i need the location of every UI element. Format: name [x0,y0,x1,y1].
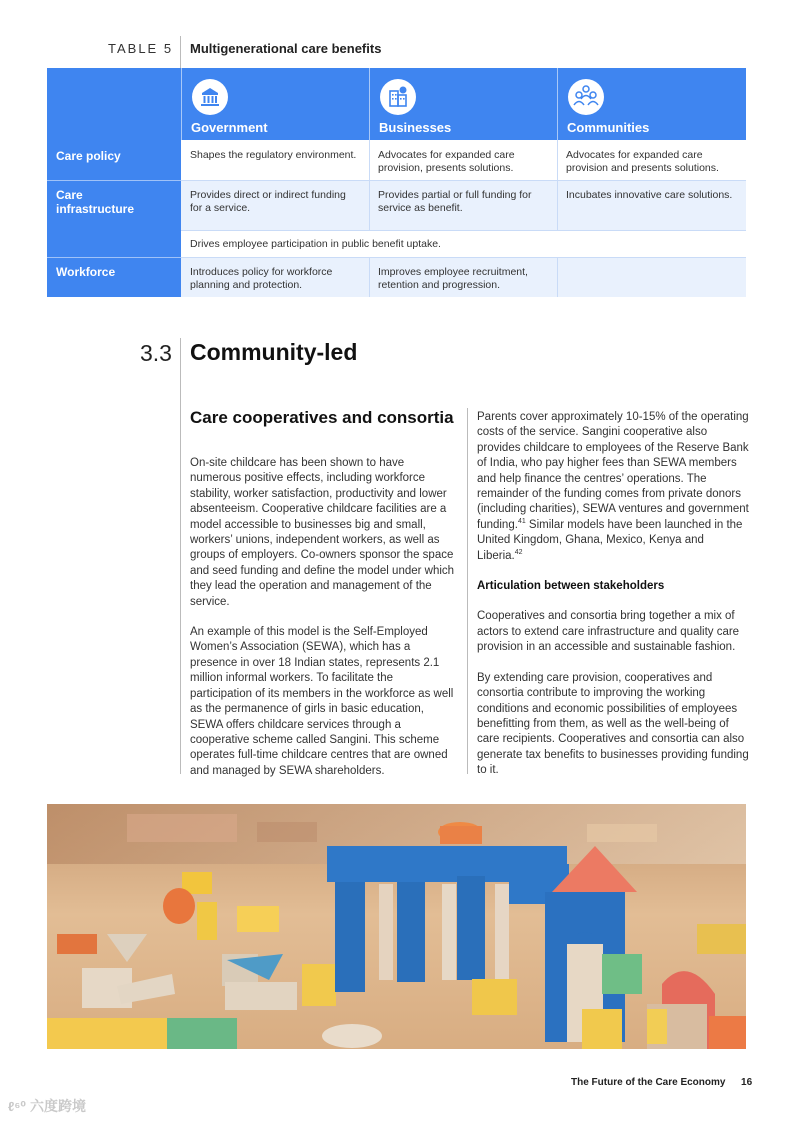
government-building-icon [192,79,228,115]
paragraph: On-site childcare has been shown to have numerous positive effects, including workforce stability, worker satisfaction, productivity and lower absenteeism. Cooperative childcare facilities are a model accessible to businesses big and small, workers’ unions, independent workers, as well as groups of employers. Co-owners sponsor the space and seed funding and define the model under which they lead the operation and management of the service. [190,457,455,608]
row-divider [47,257,181,258]
watermark-text: 六度跨境 [30,1098,87,1114]
cell-care-infrastructure-businesses: Provides partial or full funding for service as benefit. [369,180,557,230]
grid-line [181,230,746,231]
paragraph: Cooperatives and consortia bring together a mix of actors to extend care infrastructure and quality care provision in an accessible and sustainable fashion. [477,610,740,654]
table-title: Multigenerational care benefits [190,41,382,56]
watermark [8,1096,86,1116]
table-label-divider [180,36,181,68]
paragraph-text: Parents cover approximately 10-15% of the operating costs of the service. Sangini cooperative also provides childcare to employees of the Reserve Bank of India, who pay higher fees than SEWA members and help finance the centres’ operations. The remainder of the funding comes from private donors (including charities), SEWA ventures and government funding. [477,411,749,531]
grid-line [557,140,558,230]
cell-care-infrastructure-shared-note: Drives employee participation in public benefit uptake. [181,230,746,257]
grid-line [369,257,370,297]
left-column [190,456,458,794]
paragraph: By extending care provision, cooperatives and consortia contribute to improving the working conditions and economic possibilities of employees benefitting from them, as well as the well-being of care recipients. Cooperatives and consortia can also generate tax benefits to businesses providing funding to it. [477,671,749,777]
grid-line [181,180,746,181]
cell-workforce-businesses: Improves employee recruitment, retention and progression. [369,257,557,297]
row-label-workforce: Workforce [56,265,116,279]
paragraph: An example of this model is the Self-Employed Women’s Association (SEWA), which has a presence in over 18 Indian states, represents 2.1 million informal workers. To facilitate the participation of its members in the workforce as well as the permanence of girls in basic education, SEWA offers childcare services through a cooperative scheme called Sangini. This scheme operates full-time childcare centres that are owned and managed by SEWA shareholders. [190,626,454,777]
grid-line [181,257,746,258]
cell-care-policy-government: Shapes the regulatory environment. [181,140,369,180]
header-divider [369,68,370,140]
section-title: Community-led [190,339,358,365]
footer [571,1077,752,1088]
column-header-businesses: Businesses [379,120,452,135]
subsection-title: Care cooperatives and consortia [190,408,454,427]
cell-care-infrastructure-government: Provides direct or indirect funding for a service. [181,180,369,230]
business-buildings-icon [380,79,416,115]
footer-title: The Future of the Care Economy [571,1077,726,1088]
column-header-communities: Communities [567,120,650,135]
benefits-table [47,68,746,297]
grid-line [557,257,558,297]
row-label-care-policy: Care policy [56,149,121,163]
header-divider [181,68,182,140]
footnote-ref[interactable]: 41 [517,518,526,526]
cell-workforce-communities [557,257,746,297]
section-number: 3.3 [140,340,172,366]
footnote-ref[interactable]: 42 [514,548,523,556]
subheading: Articulation between stakeholders [477,580,665,593]
row-label-care-infrastructure: Care infrastructure [56,188,135,216]
column-header-government: Government [191,120,268,135]
community-people-icon [568,79,604,115]
watermark-logo-icon: ℓ⁶⁰ [8,1099,27,1114]
grid-line [369,140,370,230]
cell-care-infrastructure-communities: Incubates innovative care solutions. [557,180,746,230]
paragraph-text: Similar models have been launched in the United Kingdom, Ghana, Mexico, Kenya and Liberia. [477,518,743,562]
cell-care-policy-businesses: Advocates for expanded care provision, presents solutions. [369,140,557,180]
page-number: 16 [741,1077,753,1088]
wooden-blocks-photo [47,804,746,1049]
row-divider [47,180,181,181]
section-divider [180,338,181,774]
cell-workforce-government: Introduces policy for workforce planning and protection. [181,257,369,297]
table-label: TABLE 5 [108,41,174,56]
header-divider [557,68,558,140]
cell-care-policy-communities: Advocates for expanded care provision and presents solutions. [557,140,746,180]
column-divider [467,408,468,774]
paragraph [477,410,749,564]
right-column [477,410,749,794]
